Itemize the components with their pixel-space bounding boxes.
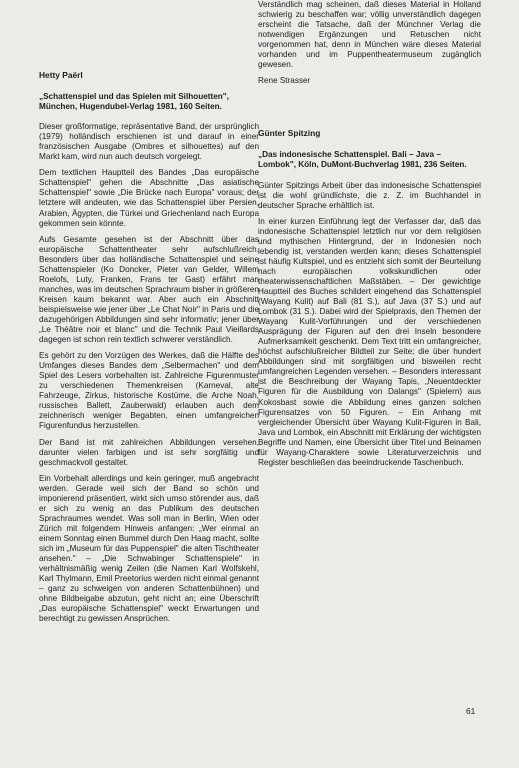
review1-paragraph: Der Band ist mit zahlreichen Abbildungen versehen, darunter vielen farbigen und ist sehr sorgfältig und geschmackvoll gestaltet.: [39, 437, 259, 467]
review2-paragraph: Günter Spitzings Arbeit über das indonesische Schattenspiel ist die wohl gründlichste, die z. Z. im Buchhandel in deutscher Sprache erhältlich ist.: [258, 180, 481, 210]
review1-paragraph: Dieser großformatige, repräsentative Band, der ursprünglich (1979) holländisch erschienen ist und darauf in einer französischen Ausgabe (Ombres et silhouettes) auf den Markt kam, wird nun auch deutsch vorgelegt.: [39, 122, 259, 162]
review1-paragraph: Dem textlichen Hauptteil des Bandes „Das europäische Schattenspiel" gehen die Abschnitte „Das asiatische Schattenspiel" sowie „Die Brücke nach Europa" voraus; der letztere will andeuten, wie das Schattenspiel über Persien, Arabien, Ägypten, die Türkei und Griechenland nach Europa gekommen sein könnte.: [39, 168, 259, 228]
review1-author: Hetty Paërl: [39, 70, 83, 80]
review2-title: „Das indonesische Schattenspiel. Bali – Java – Lombok", Köln, DuMont-Buchverlag 1981, 236 Seiten.: [258, 150, 467, 170]
right-column: [258, 0, 481, 468]
review1-paragraph: Aufs Gesamte gesehen ist der Abschnitt über das europäische Schattentheater sehr aufschlußreich. Besonders über das holländische Schattenspiel und seine Schattenspieler (Ko Doncker, Pieter van Gelder, Willem Roelofs, Luty, Franken, Frans ter Gast) erfährt man manches, was im deutschen Sprachraum bisher in größeren Kreisen kaum bekannt war. Aber auch ein Abschnitt beispielsweise wie jener über „Le Chat Noir" in Paris und die dazugehörigen Abbildungen sind sehr informativ; jener über „Le Théâtre noir et blanc" und die Technik Paul Vieillards dagegen ist schon rein textlich schwerer verständlich.: [39, 234, 259, 345]
review1-paragraph: Ein Vorbehalt allerdings und kein geringer, muß angebracht werden. Gerade weil sich der Band so schön und imponierend präsentiert, wirkt sich umso störender aus, daß er sich zu wenig an das Publikum des deutschen Sprachraumes wendet. Was soll man in Berlin, Wien oder Zürich mit folgendem Hinweis anfangen: „Wer einmal an einem Sonntag einen Bummel durch Den Haag macht, sollte sich im „Museum für das Puppenspiel" die alten Tischtheater ansehen." – „Die Schwabinger Schattenspiele" in verhältnismäßig wenig Zeilen (die Namen Karl Wolfskehl, Karl Thylmann, Emil Preetorius werden nicht einmal genannt – ganz zu schweigen von anderen Schattenbühnen) und ohne Bildbeigabe abzutun, geht nicht an; eine Überschrift „Das europäische Schattenspiel" weckt Erwartungen und berechtigt zu gewissen Ansprüchen.: [39, 473, 259, 624]
review1-paragraph: Es gehört zu den Vorzügen des Werkes, daß die Hälfte des Umfanges dieses Bandes dem „Selbermachen" und dem Spiel des Lesers vorbehalten ist. Zahlreiche Figurenmuster zu verschiedenen Themenkreisen (Karneval, alte Fahrzeuge, Zirkus, historische Kostüme, die Arche Noah, russisches Ballett, Zauberwald) erlauben auch dem zeichnerisch weniger Begabten, einen umfangreichen Figurenfundus herzustellen.: [39, 351, 259, 431]
review2-paragraph: In einer kurzen Einführung legt der Verfasser dar, daß das indonesische Schattenspiel letztlich nur vor dem religiösen und mythischen Hintergrund, der in Indonesien noch lebendig ist, verstanden werden kann; dieses Schattenspiel ist häufig Kultspiel, und es entzieht sich somit der Beurteilung nach europäischen volkskundlichen oder theaterwissenschaftlichen Maßstäben. – Der gewichtige Hauptteil des Buches schildert eingehend das Schattenspiel (Wayang Kulit) auf Bali (81 S.), auf Java (37 S.) und auf Lombok (31 S.). Dabei wird der Spielpraxis, den Themen der Wayang Kulit-Vorführungen und der verschiedenen Ausprägung der Figuren auf den drei Inseln besondere Aufmerksamkeit geschenkt. Dem Text tritt ein umfangreicher, höchst aufschlußreicher Bildteil zur Seite; die über hundert Abbildungen sind mit sorgfältigen und bisweilen recht umfangreichen Legenden versehen. – Besonders interessant ist die Beschreibung der Wayang Tapis, „Neuentdeckter Figuren für die Ausbildung von Dalangs" (Spielern) aus Kokosbast sowie die Abbildung eines ganzen solchen Figurensatzes von 50 Figuren. – Ein Anhang mit vergleichender Übersicht über Wayang Kulit-Figuren in Bali, Java und Lombok, ein Abschnitt mit Erklärung der wichtigsten Begriffe und Namen, eine Übersicht über Titel und Beinamen für Wayang-Charaktere sowie Literaturverzeichnis und Register beschließen das beeindruckende Taschenbuch.: [258, 216, 481, 467]
review1-paragraph: Verständlich mag scheinen, daß dieses Material in Holland schwierig zu beschaffen war; völlig unverständlich dagegen erscheint die Tatsache, daß der Münchner Verlag die notwendigen Ergänzungen und Retuschen nicht vorgenommen hat, denn in München wäre dieses Material vorhanden und im Puppentheatermuseum zugänglich gewesen.: [258, 0, 481, 70]
review2-author: Günter Spitzing: [258, 128, 321, 139]
left-column: [39, 0, 259, 624]
review1-signature: Rene Strasser: [258, 76, 311, 86]
review1-title: „Schattenspiel und das Spielen mit Silhouetten", München, Hugendubel-Verlag 1981, 160 Seiten.: [39, 92, 229, 112]
page-number: 61: [466, 706, 476, 716]
